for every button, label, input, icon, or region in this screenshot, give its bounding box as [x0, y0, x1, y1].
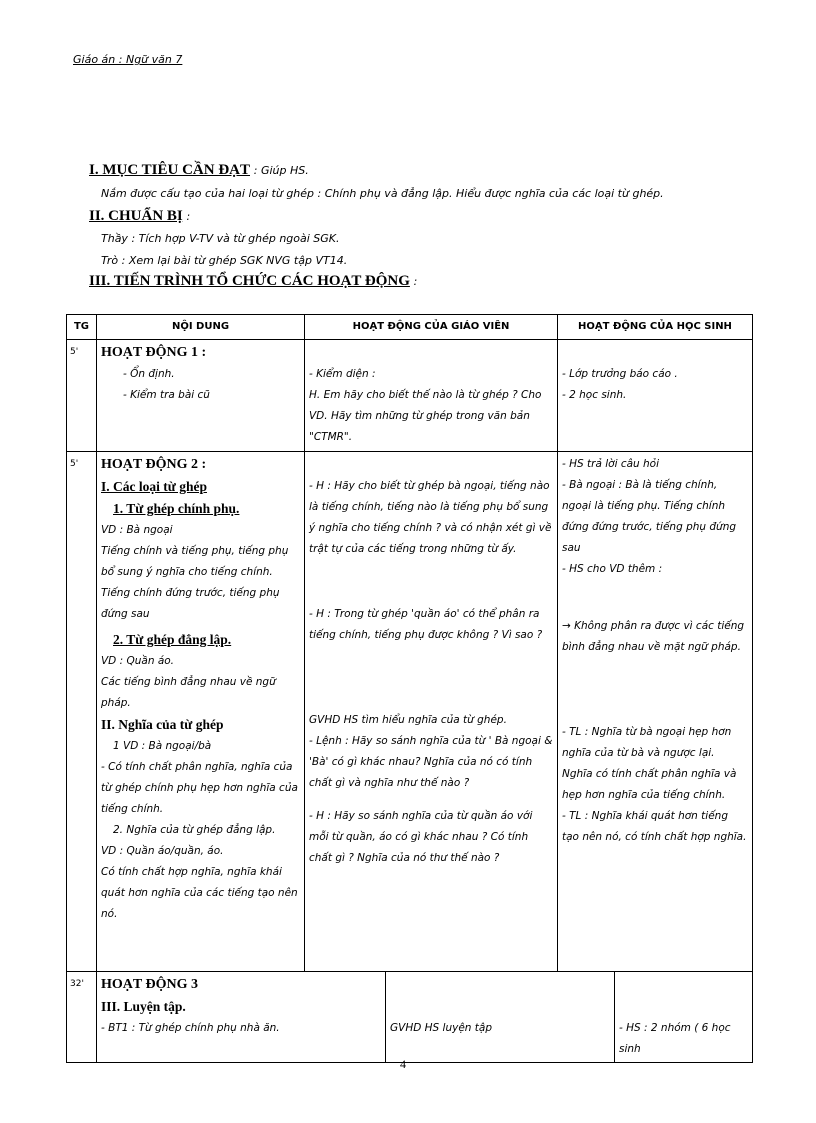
heading-practice: III. Luyện tập.	[101, 999, 186, 1014]
teacher-text: GVHD HS tìm hiểu nghĩa của từ ghép.	[309, 714, 507, 726]
time-cell: 5'	[67, 340, 97, 452]
teacher-text: - Lệnh : Hãy so sánh nghĩa của từ ' Bà ngoại & 'Bà' có gì khác nhau? Nghĩa của nó có tính chất gì và nghĩa như thế nào ?	[309, 735, 553, 789]
time-cell: 5'	[67, 452, 97, 972]
section-2-teacher: Thầy : Tích hợp V-TV và từ ghép ngoài SGK.	[101, 232, 340, 245]
student-cell	[558, 340, 753, 452]
section-2-suffix: :	[186, 210, 191, 223]
page-number: 4	[400, 1057, 406, 1071]
teacher-text: GVHD HS luyện tập	[390, 1022, 492, 1034]
activity-3-content	[97, 972, 386, 1062]
content-text: VD : Quần áo.	[101, 655, 175, 667]
section-objectives	[89, 162, 309, 179]
content-text: 2. Nghĩa của từ ghép đẳng lập.	[113, 824, 276, 836]
teacher-text: - H : Hãy so sánh nghĩa của từ quần áo với mỗi từ quần, áo có gì khác nhau ? Có tính chất gì ? Nghĩa của nó thư thế nào ?	[309, 810, 533, 864]
heading-meaning: II. Nghĩa của từ ghép	[101, 717, 224, 732]
student-text: - Bà ngoại : Bà là tiếng chính, ngoại là tiếng phụ. Tiếng chính đứng đứng trước, tiếng phụ đứng sau	[562, 479, 737, 554]
header-teacher: HOẠT ĐỘNG CỦA GIÁO VIÊN	[305, 315, 558, 340]
time-cell: 32'	[67, 972, 97, 1063]
table-row	[67, 972, 753, 1063]
section-1-title: I. MỤC TIÊU CẦN ĐẠT	[89, 162, 250, 178]
activity-3-teacher	[386, 972, 615, 1062]
section-2-title: II. CHUẨN BỊ	[89, 208, 183, 224]
header-student: HOẠT ĐỘNG CỦA HỌC SINH	[558, 315, 753, 340]
content-text: 1 VD : Bà ngoại/bà	[113, 740, 212, 752]
activity-title: HOẠT ĐỘNG 2 :	[101, 457, 207, 472]
student-text: - Lớp trưởng báo cáo .	[562, 368, 678, 380]
document-header: Giáo án : Ngữ văn 7	[73, 53, 183, 66]
section-2-student: Trò : Xem lại bài từ ghép SGK NVG tập VT14.	[101, 254, 348, 267]
section-process	[89, 273, 417, 290]
lesson-plan-table	[66, 314, 753, 1063]
section-1-text: Nắm được cấu tạo của hai loại từ ghép : Chính phụ và đẳng lập. Hiểu được nghĩa của các loại từ ghép.	[101, 187, 664, 200]
content-text: - Có tính chất phân nghĩa, nghĩa của từ ghép chính phụ hẹp hơn nghĩa của tiếng chính.	[101, 761, 298, 815]
section-preparation	[89, 208, 190, 225]
student-text: - HS cho VD thêm :	[562, 563, 663, 575]
content-text: - BT1 : Từ ghép chính phụ nhà ăn.	[101, 1022, 280, 1034]
table-header-row	[67, 315, 753, 340]
student-text: - HS trả lời câu hỏi	[562, 458, 660, 470]
section-3-title: III. TIẾN TRÌNH TỔ CHỨC CÁC HOẠT ĐỘNG	[89, 273, 410, 289]
teacher-cell	[305, 452, 558, 972]
table-row	[67, 452, 753, 972]
content-text: Các tiếng bình đẳng nhau về ngữ pháp.	[101, 676, 276, 709]
student-text: - TL : Nghĩa khái quát hơn tiếng tạo nên nó, có tính chất hợp nghĩa.	[562, 810, 747, 843]
content-text: Có tính chất hợp nghĩa, nghĩa khái quát hơn nghĩa của các tiếng tạo nên nó.	[101, 866, 298, 920]
content-text: VD : Quần áo/quần, áo.	[101, 845, 224, 857]
student-text: Nghĩa có tính chất phân nghĩa và hẹp hơn nghĩa của tiếng chính.	[562, 768, 737, 801]
teacher-text: H. Em hãy cho biết thế nào là từ ghép ? Cho VD. Hãy tìm những từ ghép trong văn bản "CTMR".	[309, 389, 542, 443]
content-cell	[97, 340, 305, 452]
teacher-cell	[305, 340, 558, 452]
student-text: - TL : Nghĩa từ bà ngoại hẹp hơn nghĩa của từ bà và ngược lại.	[562, 726, 732, 759]
content-text: Tiếng chính và tiếng phụ, tiếng phụ bổ sung ý nghĩa cho tiếng chính. Tiếng chính đứng trước, tiếng phụ đứng sau	[101, 545, 289, 620]
activity-3-student	[615, 972, 752, 1062]
activity-title: HOẠT ĐỘNG 3	[101, 977, 198, 992]
heading-types: I. Các loại từ ghép	[101, 479, 207, 494]
student-text: - 2 học sinh.	[562, 389, 627, 401]
header-tg: TG	[67, 315, 97, 340]
teacher-text: - H : Trong từ ghép 'quần áo' có thể phân ra tiếng chính, tiếng phụ được không ? Vì sao ?	[309, 608, 543, 641]
activity-title: HOẠT ĐỘNG 1 :	[101, 345, 207, 360]
student-text: → Không phân ra được vì các tiếng bình đẳng nhau về mặt ngữ pháp.	[562, 620, 745, 653]
teacher-text: - Kiểm diện :	[309, 368, 376, 380]
student-cell	[558, 452, 753, 972]
section-1-suffix: : Giúp HS.	[253, 164, 309, 177]
list-item: - Kiểm tra bài cũ	[123, 389, 210, 401]
heading-subordinate: 1. Từ ghép chính phụ.	[113, 501, 240, 516]
header-content: NỘI DUNG	[97, 315, 305, 340]
activity-3-cell	[97, 972, 753, 1063]
teacher-text: - H : Hãy cho biết từ ghép bà ngoại, tiếng nào là tiếng chính, tiếng nào là tiếng phụ bổ sung ý nghĩa cho tiếng chính ? và có nhận xét gì về trật tự của các tiếng trong những từ ấy.	[309, 480, 552, 555]
content-cell	[97, 452, 305, 972]
content-text: VD : Bà ngoại	[101, 524, 173, 536]
heading-coordinate: 2. Từ ghép đẳng lập.	[113, 632, 232, 647]
student-text: - HS : 2 nhóm ( 6 học sinh	[619, 1022, 731, 1055]
list-item: - Ổn định.	[123, 368, 175, 380]
table-row	[67, 340, 753, 452]
section-3-suffix: :	[413, 275, 418, 288]
